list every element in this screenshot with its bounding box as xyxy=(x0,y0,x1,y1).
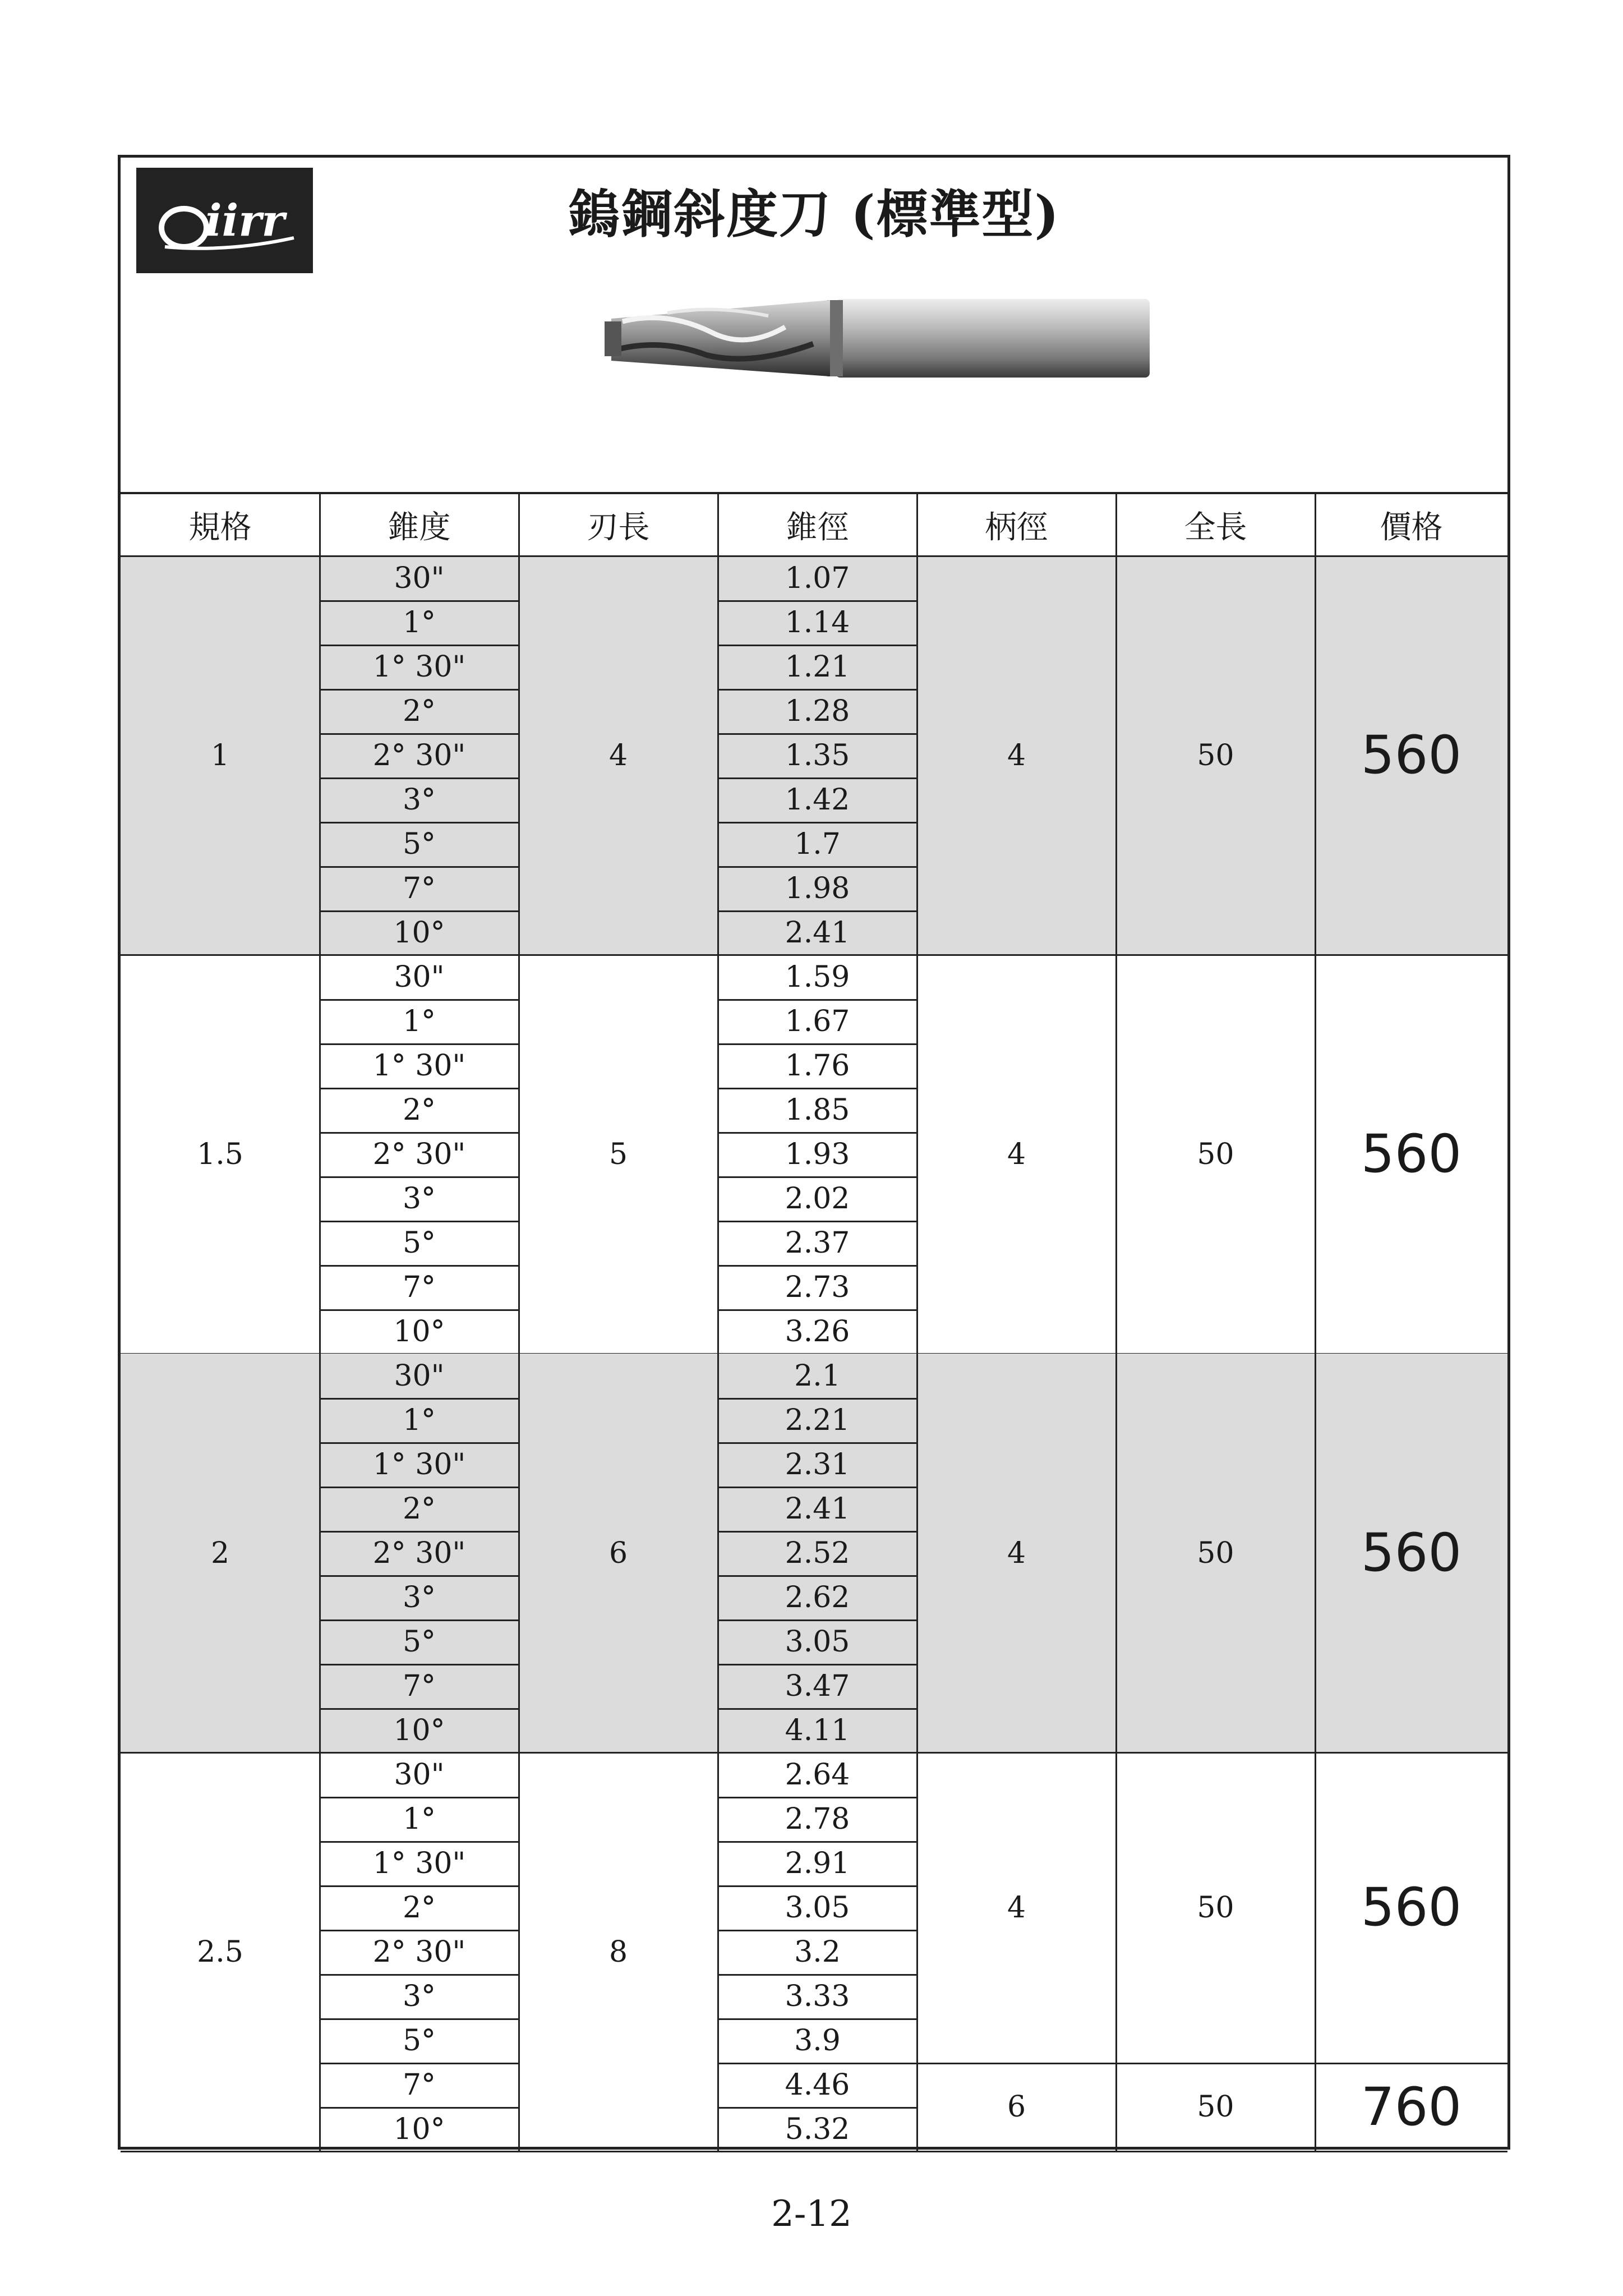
taper-cell: 1° 30" xyxy=(372,1846,466,1880)
row-divider xyxy=(718,2107,917,2109)
taper-cell: 10° xyxy=(393,1713,445,1747)
row-divider xyxy=(718,600,917,602)
taper-diameter-cell: 3.2 xyxy=(794,1935,841,1969)
row-divider xyxy=(718,1974,917,1976)
taper-cell: 1° xyxy=(402,1004,436,1038)
spec-table xyxy=(121,494,1507,2147)
column-divider xyxy=(1315,494,1316,2151)
row-divider xyxy=(718,1132,917,1134)
price-cell: 560 xyxy=(1361,725,1462,786)
taper-cell: 10° xyxy=(393,915,445,950)
taper-diameter-cell: 1.35 xyxy=(785,738,850,772)
taper-diameter-cell: 2.41 xyxy=(785,915,850,950)
spec-cell: 2.5 xyxy=(197,1935,243,1969)
row-divider xyxy=(320,2107,519,2109)
row-divider xyxy=(320,1221,519,1222)
blade-length-cell: 8 xyxy=(608,1935,628,1969)
row-divider xyxy=(718,1221,917,1222)
row-divider xyxy=(320,1974,519,1976)
taper-diameter-cell: 3.33 xyxy=(785,1979,850,2013)
taper-diameter-cell: 3.26 xyxy=(785,1314,850,1349)
taper-cell: 2° xyxy=(402,1492,436,1526)
shank-diameter-cell: 4 xyxy=(1007,1890,1026,1925)
row-divider xyxy=(320,1398,519,1400)
taper-cell: 10° xyxy=(393,1314,445,1349)
row-divider xyxy=(718,1531,917,1533)
row-divider xyxy=(320,1708,519,1710)
taper-cell: 5° xyxy=(402,2023,436,2058)
taper-cell: 3° xyxy=(402,783,436,817)
row-divider xyxy=(320,999,519,1001)
header-spec: 規格 xyxy=(188,509,252,546)
taper-cell: 30" xyxy=(394,1757,445,1792)
column-divider xyxy=(916,494,918,2151)
row-divider xyxy=(718,1930,917,1931)
page-title: 鎢鋼斜度刀 (標準型) xyxy=(568,184,1061,245)
row-divider xyxy=(320,645,519,646)
taper-diameter-cell: 1.67 xyxy=(785,1004,850,1038)
row-divider xyxy=(718,1841,917,1843)
shank-diameter-cell: 4 xyxy=(1007,1536,1026,1570)
spec-cell: 1 xyxy=(210,738,230,772)
taper-diameter-cell: 1.14 xyxy=(785,605,850,639)
row-divider xyxy=(718,1442,917,1444)
end-mill-image xyxy=(600,288,1155,386)
row-divider xyxy=(718,1708,917,1710)
taper-cell: 2° 30" xyxy=(372,738,466,772)
taper-diameter-cell: 2.02 xyxy=(785,1181,850,1216)
header-taper: 錐度 xyxy=(388,509,451,546)
column-divider xyxy=(518,494,520,2151)
row-divider xyxy=(718,1265,917,1267)
taper-cell: 2° xyxy=(402,1093,436,1127)
row-divider xyxy=(718,645,917,646)
shank-diameter-cell: 4 xyxy=(1007,1137,1026,1171)
taper-cell: 1° xyxy=(402,1802,436,1836)
taper-diameter-cell: 3.9 xyxy=(794,2023,841,2058)
taper-diameter-cell: 2.62 xyxy=(785,1580,850,1614)
header-taper-diameter: 錐徑 xyxy=(786,509,849,546)
sub-divider xyxy=(917,2063,1507,2064)
taper-diameter-cell: 2.37 xyxy=(785,1226,850,1260)
taper-diameter-cell: 2.31 xyxy=(785,1447,850,1481)
row-divider xyxy=(320,1176,519,1178)
taper-diameter-cell: 1.21 xyxy=(785,650,850,684)
taper-diameter-cell: 2.91 xyxy=(785,1846,850,1880)
row-divider xyxy=(320,1043,519,1045)
row-divider xyxy=(320,910,519,912)
row-divider xyxy=(718,1885,917,1887)
price-cell: 560 xyxy=(1361,1877,1462,1938)
blade-length-cell: 6 xyxy=(608,1536,628,1570)
row-divider xyxy=(320,689,519,691)
taper-cell: 5° xyxy=(402,827,436,861)
taper-cell: 30" xyxy=(394,960,445,994)
taper-cell: 2° xyxy=(402,694,436,728)
svg-text:iirr: iirr xyxy=(205,195,284,246)
row-divider xyxy=(718,689,917,691)
row-divider xyxy=(320,2018,519,2020)
price-cell: 760 xyxy=(1361,2076,1462,2138)
row-divider xyxy=(320,733,519,735)
column-divider xyxy=(717,494,719,2151)
taper-cell: 2° xyxy=(402,1890,436,1925)
row-divider xyxy=(718,1176,917,1178)
group-divider xyxy=(121,2151,1507,2152)
taper-cell: 1° xyxy=(402,605,436,639)
taper-cell: 5° xyxy=(402,1226,436,1260)
taper-diameter-cell: 1.85 xyxy=(785,1093,850,1127)
row-divider xyxy=(718,910,917,912)
row-divider xyxy=(718,1398,917,1400)
overall-length-cell: 50 xyxy=(1197,1137,1234,1171)
taper-diameter-cell: 3.05 xyxy=(785,1890,850,1925)
row-divider xyxy=(320,600,519,602)
row-divider xyxy=(718,1088,917,1089)
taper-cell: 3° xyxy=(402,1979,436,2013)
taper-cell: 2° 30" xyxy=(372,1137,466,1171)
taper-diameter-cell: 2.21 xyxy=(785,1403,850,1437)
row-divider xyxy=(320,1265,519,1267)
row-divider xyxy=(718,999,917,1001)
row-divider xyxy=(718,1309,917,1311)
spec-cell: 1.5 xyxy=(197,1137,243,1171)
overall-length-cell: 50 xyxy=(1197,738,1234,772)
row-divider xyxy=(320,1619,519,1621)
row-divider xyxy=(320,1930,519,1931)
shank-diameter-cell: 4 xyxy=(1007,738,1026,772)
taper-diameter-cell: 1.42 xyxy=(785,783,850,817)
taper-cell: 5° xyxy=(402,1625,436,1659)
page-number: 2-12 xyxy=(771,2193,852,2235)
taper-diameter-cell: 3.05 xyxy=(785,1625,850,1659)
row-divider xyxy=(320,1664,519,1665)
taper-diameter-cell: 1.7 xyxy=(794,827,841,861)
taper-cell: 7° xyxy=(402,1669,436,1703)
row-divider xyxy=(320,822,519,823)
taper-diameter-cell: 5.32 xyxy=(785,2112,850,2146)
taper-cell: 1° xyxy=(402,1403,436,1437)
row-divider xyxy=(718,866,917,868)
row-divider xyxy=(320,1885,519,1887)
taper-diameter-cell: 4.11 xyxy=(785,1713,850,1747)
overall-length-cell: 50 xyxy=(1197,2090,1234,2124)
header-shank-diameter: 柄徑 xyxy=(985,509,1048,546)
row-divider xyxy=(320,1487,519,1488)
row-divider xyxy=(718,1043,917,1045)
row-divider xyxy=(718,2063,917,2064)
row-divider xyxy=(320,1132,519,1134)
row-divider xyxy=(320,1531,519,1533)
row-divider xyxy=(320,866,519,868)
taper-cell: 3° xyxy=(402,1580,436,1614)
column-divider xyxy=(1115,494,1117,2151)
taper-diameter-cell: 2.64 xyxy=(785,1757,850,1792)
price-cell: 560 xyxy=(1361,1522,1462,1584)
row-divider xyxy=(718,1664,917,1665)
row-divider xyxy=(320,777,519,779)
taper-cell: 7° xyxy=(402,2068,436,2102)
header-divider xyxy=(121,555,1507,557)
taper-diameter-cell: 2.73 xyxy=(785,1270,850,1304)
taper-diameter-cell: 2.41 xyxy=(785,1492,850,1526)
taper-diameter-cell: 1.07 xyxy=(785,561,850,595)
row-divider xyxy=(320,1309,519,1311)
taper-cell: 30" xyxy=(394,1359,445,1393)
row-divider xyxy=(718,1619,917,1621)
price-cell: 560 xyxy=(1361,1124,1462,1185)
taper-diameter-cell: 1.76 xyxy=(785,1048,850,1083)
taper-diameter-cell: 1.28 xyxy=(785,694,850,728)
blade-length-cell: 5 xyxy=(608,1137,628,1171)
taper-cell: 1° 30" xyxy=(372,1048,466,1083)
taper-cell: 10° xyxy=(393,2112,445,2146)
header-price: 價格 xyxy=(1380,509,1443,546)
taper-diameter-cell: 3.47 xyxy=(785,1669,850,1703)
taper-diameter-cell: 2.1 xyxy=(794,1359,841,1393)
row-divider xyxy=(718,2018,917,2020)
taper-diameter-cell: 2.78 xyxy=(785,1802,850,1836)
row-divider xyxy=(718,777,917,779)
header-blade-length: 刃長 xyxy=(587,509,650,546)
overall-length-cell: 50 xyxy=(1197,1536,1234,1570)
shank-diameter-cell: 6 xyxy=(1007,2090,1026,2124)
taper-diameter-cell: 1.59 xyxy=(785,960,850,994)
sheet-header xyxy=(121,158,1507,494)
taper-diameter-cell: 1.93 xyxy=(785,1137,850,1171)
row-divider xyxy=(320,1088,519,1089)
row-divider xyxy=(320,1797,519,1798)
column-divider xyxy=(319,494,321,2151)
row-divider xyxy=(320,1442,519,1444)
blade-length-cell: 4 xyxy=(608,738,628,772)
row-divider xyxy=(718,1797,917,1798)
taper-cell: 2° 30" xyxy=(372,1536,466,1570)
taper-cell: 30" xyxy=(394,561,445,595)
header-overall-length: 全長 xyxy=(1184,509,1247,546)
taper-diameter-cell: 4.46 xyxy=(785,2068,850,2102)
taper-cell: 2° 30" xyxy=(372,1935,466,1969)
row-divider xyxy=(320,2063,519,2064)
overall-length-cell: 50 xyxy=(1197,1890,1234,1925)
price-sheet-frame xyxy=(118,155,1510,2150)
taper-diameter-cell: 1.98 xyxy=(785,871,850,905)
taper-cell: 7° xyxy=(402,1270,436,1304)
row-divider xyxy=(320,1575,519,1577)
taper-cell: 3° xyxy=(402,1181,436,1216)
row-divider xyxy=(320,1841,519,1843)
taper-diameter-cell: 2.52 xyxy=(785,1536,850,1570)
row-divider xyxy=(718,822,917,823)
taper-cell: 1° 30" xyxy=(372,1447,466,1481)
row-divider xyxy=(718,1487,917,1488)
row-divider xyxy=(718,733,917,735)
taper-cell: 7° xyxy=(402,871,436,905)
row-divider xyxy=(718,1575,917,1577)
taper-cell: 1° 30" xyxy=(372,650,466,684)
spec-cell: 2 xyxy=(210,1536,230,1570)
